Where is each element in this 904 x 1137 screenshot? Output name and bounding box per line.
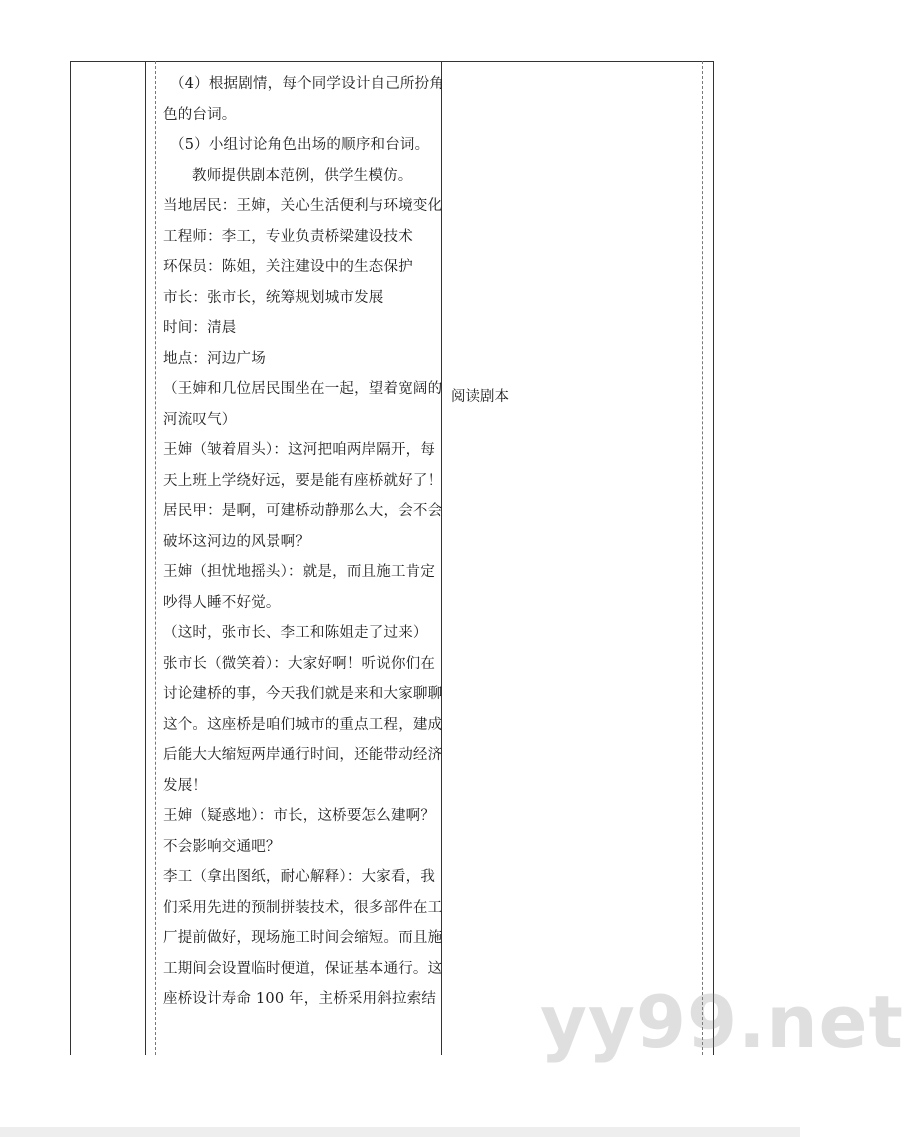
content-line: 这个。这座桥是咱们城市的重点工程，建成 xyxy=(163,716,443,733)
content-line: 后能大大缩短两岸通行时间，还能带动经济 xyxy=(163,747,443,763)
content-line: 教师提供剧本范例，供学生模仿。 xyxy=(192,167,413,184)
content-line: 座桥设计寿命 100 年，主桥采用斜拉索结 xyxy=(163,991,437,1007)
table-divider-1 xyxy=(145,61,146,1055)
content-line: （王婶和几位居民围坐在一起，望着宽阔的 xyxy=(163,381,443,397)
content-line: 居民甲：是啊，可建桥动静那么大，会不会 xyxy=(163,503,443,519)
watermark: yy99.net xyxy=(540,980,904,1064)
content-line: 吵得人睡不好觉。 xyxy=(163,594,281,611)
table-divider-2 xyxy=(155,61,156,1055)
content-line: 李工（拿出图纸，耐心解释）：大家看，我 xyxy=(163,869,436,885)
content-line: （4）根据剧情，每个同学设计自己所扮角 xyxy=(170,76,445,92)
content-line: 环保员：陈姐，关注建设中的生态保护 xyxy=(163,259,413,275)
content-line: （这时，张市长、李工和陈姐走了过来） xyxy=(163,625,428,641)
content-line: 王婶（担忧地摇头）：就是，而且施工肯定 xyxy=(163,564,436,580)
content-line: 河流叹气） xyxy=(163,411,237,428)
teacher-activity-cell xyxy=(163,69,445,1049)
student-activity-cell: 阅读剧本 xyxy=(451,389,509,405)
content-line: 时间：清晨 xyxy=(163,320,237,336)
content-line: 张市长（微笑着）：大家好啊！听说你们在 xyxy=(163,655,436,672)
page-bottom-edge xyxy=(0,1127,800,1137)
content-line: 不会影响交通吧？ xyxy=(163,838,281,855)
content-line: 们采用先进的预制拼装技术，很多部件在工 xyxy=(163,899,443,916)
content-line: 发展！ xyxy=(163,777,208,794)
content-line: 王婶（疑惑地）：市长，这桥要怎么建啊？ xyxy=(163,808,436,824)
content-line: 工期间会设置临时便道，保证基本通行。这 xyxy=(163,960,443,977)
content-line: 讨论建桥的事，今天我们就是来和大家聊聊 xyxy=(163,686,443,702)
content-line: 市长：张市长，统筹规划城市发展 xyxy=(163,289,384,306)
content-line: 色的台词。 xyxy=(163,106,237,123)
content-line: 王婶（皱着眉头）：这河把咱两岸隔开，每 xyxy=(163,442,436,458)
content-line: 厂提前做好，现场施工时间会缩短。而且施 xyxy=(163,930,443,946)
content-line: 当地居民：王婶，关心生活便利与环境变化 xyxy=(163,198,443,214)
content-line: （5）小组讨论角色出场的顺序和台词。 xyxy=(170,137,430,153)
table-divider-4 xyxy=(702,61,703,1055)
content-line: 天上班上学绕好远，要是能有座桥就好了！ xyxy=(163,472,443,489)
content-line: 工程师：李工，专业负责桥梁建设技术 xyxy=(163,228,413,245)
content-line: 地点：河边广场 xyxy=(163,350,266,367)
content-line: 破坏这河边的风景啊？ xyxy=(163,533,310,550)
